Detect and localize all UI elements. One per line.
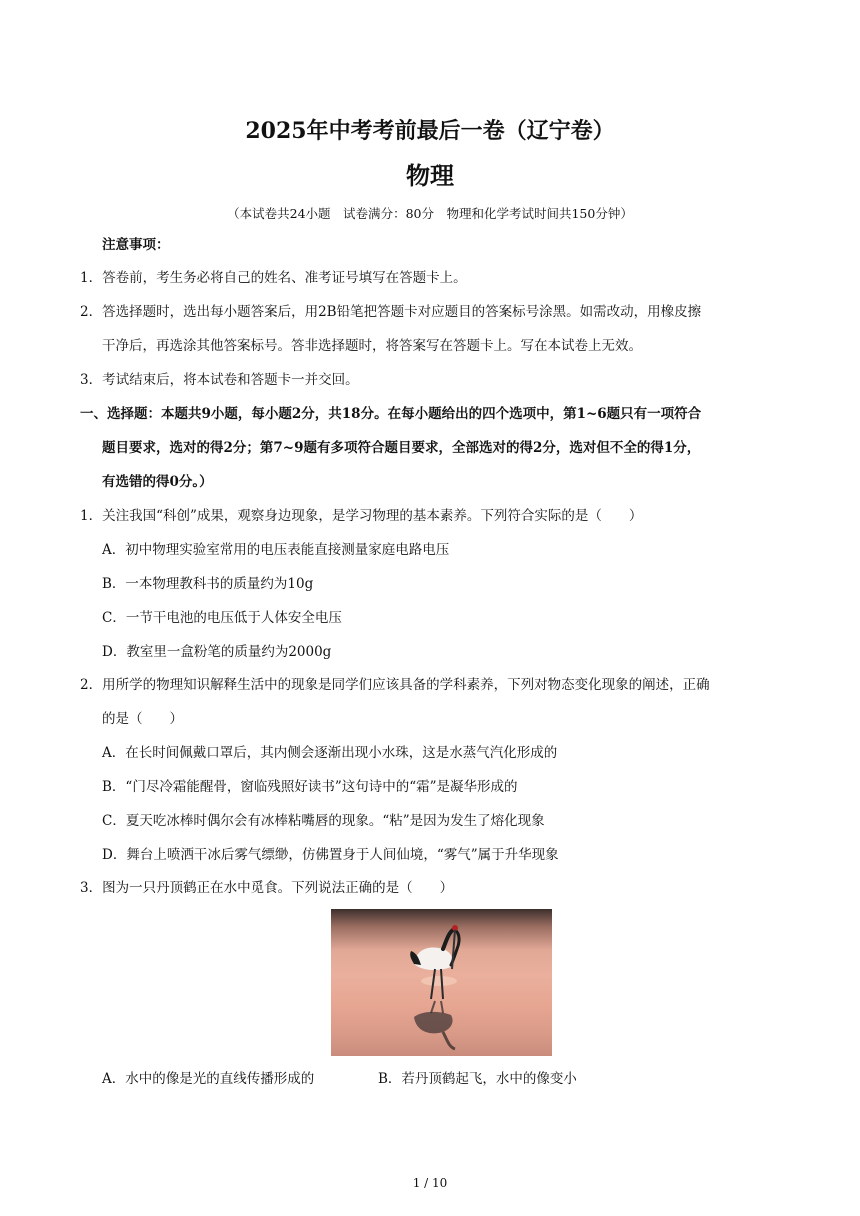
notice-heading: 注意事项： (102, 237, 170, 253)
crane-photo (331, 909, 552, 1056)
q2-option-b: B．“门尽冷霜能醒骨，窗临残照好读书”这句诗中的“霜”是凝华形成的 (102, 779, 518, 795)
q1-option-a: A．初中物理实验室常用的电压表能直接测量家庭电路电压 (102, 542, 450, 558)
section-heading-cont-1: 题目要求，选对的得2分；第7~9题有多项符合题目要求，全部选对的得2分，选对但不全的得1分， (102, 440, 701, 456)
exam-info: （本试卷共24小题 试卷满分：80分 物理和化学考试时间共150分钟） (227, 206, 633, 221)
q3-option-a: A．水中的像是光的直线传播形成的 (102, 1071, 315, 1087)
page-number: 1 / 10 (412, 1176, 448, 1190)
q2-stem: 2．用所学的物理知识解释生活中的现象是同学们应该具备的学科素养，下列对物态变化现象的阐述，正确 (80, 677, 710, 693)
section-heading-cont-2: 有选错的得0分。） (102, 474, 213, 490)
q2-stem-cont: 的是（ ） (102, 711, 183, 727)
notice-item-2-cont: 干净后，再选涂其他答案标号。答非选择题时，将答案写在答题卡上。写在本试卷上无效。 (102, 338, 642, 354)
notice-item-3: 3．考试结束后，将本试卷和答题卡一并交回。 (80, 372, 359, 388)
q2-option-a: A．在长时间佩戴口罩后，其内侧会逐渐出现小水珠，这是水蒸气汽化形成的 (102, 745, 558, 761)
q3-option-b: B．若丹顶鹤起飞，水中的像变小 (378, 1071, 577, 1087)
q1-stem: 1．关注我国“科创”成果，观察身边现象，是学习物理的基本素养。下列符合实际的是（ ） (80, 508, 643, 524)
notice-item-2: 2．答选择题时，选出每小题答案后，用2B铅笔把答题卡对应题目的答案标号涂黑。如需改动，用橡皮擦 (80, 304, 702, 320)
q2-option-c: C．夏天吃冰棒时偶尔会有冰棒粘嘴唇的现象。“粘”是因为发生了熔化现象 (102, 813, 545, 829)
exam-title: 2025年中考考前最后一卷（辽宁卷） (245, 118, 615, 144)
q3-stem: 3．图为一只丹顶鹤正在水中觅食。下列说法正确的是（ ） (80, 880, 454, 896)
notice-item-1: 1．答卷前，考生务必将自己的姓名、准考证号填写在答题卡上。 (80, 270, 467, 286)
section-heading: 一、选择题：本题共9小题，每小题2分，共18分。在每小题给出的四个选项中，第1~6题只有一项符合 (80, 406, 702, 422)
q1-option-c: C．一节干电池的电压低于人体安全电压 (102, 610, 342, 626)
q2-option-d: D．舞台上喷洒干冰后雾气缥缈，仿佛置身于人间仙境，“雾气”属于升华现象 (102, 847, 559, 863)
q1-option-d: D．教室里一盒粉笔的质量约为2000g (102, 644, 332, 660)
q1-option-b: B．一本物理教科书的质量约为10g (102, 576, 314, 592)
subject-title: 物理 (406, 161, 454, 190)
